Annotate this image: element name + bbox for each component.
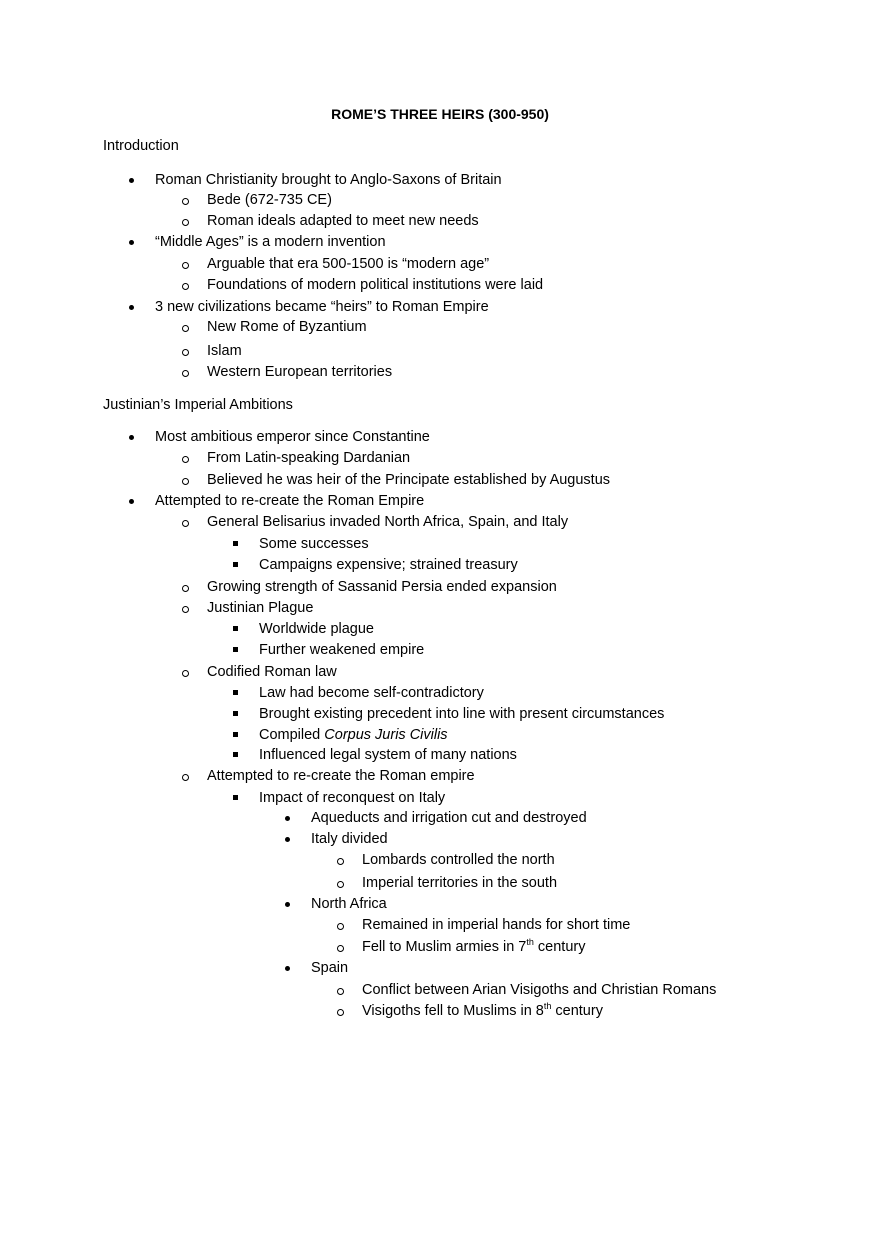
list-item: Campaigns expensive; strained treasury bbox=[259, 557, 518, 573]
bullet-circle bbox=[182, 325, 189, 332]
bullet-square bbox=[233, 752, 238, 757]
list-item: Imperial territories in the south bbox=[362, 875, 558, 891]
list-item: From Latin-speaking Dardanian bbox=[207, 450, 411, 466]
bullet-circle bbox=[337, 988, 344, 995]
list-item bbox=[259, 725, 448, 745]
list-item: Brought existing precedent into line with present circumstances bbox=[259, 706, 665, 722]
bullet-circle bbox=[182, 349, 189, 356]
bullet-disc bbox=[285, 966, 290, 971]
bullet-disc bbox=[129, 178, 134, 183]
list-item: General Belisarius invaded North Africa, Spain, and Italy bbox=[207, 514, 569, 530]
list-item bbox=[362, 937, 585, 957]
bullet-circle bbox=[182, 520, 189, 527]
bullet-square bbox=[233, 690, 238, 695]
bullet-circle bbox=[182, 478, 189, 485]
item-text: century bbox=[533, 939, 586, 955]
list-item: New Rome of Byzantium bbox=[207, 319, 367, 335]
item-emphasis: Corpus Juris Civilis bbox=[324, 727, 448, 743]
bullet-disc bbox=[129, 240, 134, 245]
bullet-square bbox=[233, 795, 238, 800]
item-text: Fell to Muslim armies in 7 bbox=[362, 939, 527, 955]
bullet-circle bbox=[337, 858, 344, 865]
list-item: Growing strength of Sassanid Persia ended expansion bbox=[207, 579, 557, 595]
bullet-circle bbox=[337, 881, 344, 888]
bullet-disc bbox=[285, 837, 290, 842]
bullet-square bbox=[233, 732, 238, 737]
bullet-circle bbox=[182, 219, 189, 226]
list-item: North Africa bbox=[311, 896, 387, 912]
list-item: Islam bbox=[207, 343, 242, 359]
bullet-circle bbox=[182, 585, 189, 592]
bullet-square bbox=[233, 562, 238, 567]
list-item: Spain bbox=[311, 960, 349, 976]
list-item: “Middle Ages” is a modern invention bbox=[155, 234, 386, 250]
bullet-square bbox=[233, 541, 238, 546]
list-item: Impact of reconquest on Italy bbox=[259, 790, 446, 806]
list-item: Roman Christianity brought to Anglo-Saxons of Britain bbox=[155, 172, 502, 188]
bullet-circle bbox=[182, 262, 189, 269]
list-item: Justinian Plague bbox=[207, 600, 314, 616]
list-item: Worldwide plague bbox=[259, 621, 374, 637]
list-item: Aqueducts and irrigation cut and destroyed bbox=[311, 810, 587, 826]
item-text: Compiled bbox=[259, 727, 325, 743]
bullet-circle bbox=[182, 774, 189, 781]
bullet-circle bbox=[337, 945, 344, 952]
bullet-disc bbox=[129, 499, 134, 504]
bullet-circle bbox=[182, 283, 189, 290]
list-item: Some successes bbox=[259, 536, 369, 552]
bullet-square bbox=[233, 647, 238, 652]
list-item: Attempted to re-create the Roman empire bbox=[207, 768, 475, 784]
document-title: ROME’S THREE HEIRS (300-950) bbox=[331, 106, 549, 122]
item-text: century bbox=[551, 1003, 603, 1019]
bullet-disc bbox=[285, 816, 290, 821]
list-item: Lombards controlled the north bbox=[362, 852, 555, 868]
list-item: Law had become self-contradictory bbox=[259, 685, 484, 701]
list-item: Foundations of modern political institutions were laid bbox=[207, 277, 544, 293]
item-superscript: th bbox=[526, 937, 534, 948]
bullet-disc bbox=[129, 305, 134, 310]
list-item: Conflict between Arian Visigoths and Christian Romans bbox=[362, 982, 717, 998]
bullet-circle bbox=[337, 923, 344, 930]
bullet-circle bbox=[182, 456, 189, 463]
list-item: Influenced legal system of many nations bbox=[259, 747, 517, 763]
list-item: Remained in imperial hands for short time bbox=[362, 917, 631, 933]
list-item: Attempted to re-create the Roman Empire bbox=[155, 493, 425, 509]
list-item: Codified Roman law bbox=[207, 664, 337, 680]
bullet-circle bbox=[337, 1009, 344, 1016]
section-heading-justinian: Justinian’s Imperial Ambitions bbox=[103, 397, 293, 413]
list-item: Western European territories bbox=[207, 364, 393, 380]
bullet-disc bbox=[129, 435, 134, 440]
item-superscript: th bbox=[543, 1001, 552, 1012]
item-text: Visigoths fell to Muslims in 8 bbox=[362, 1003, 544, 1019]
list-item: Roman ideals adapted to meet new needs bbox=[207, 213, 479, 229]
bullet-circle bbox=[182, 370, 189, 377]
section-heading-introduction: Introduction bbox=[103, 138, 179, 154]
bullet-disc bbox=[285, 902, 290, 907]
list-item bbox=[362, 1001, 603, 1021]
bullet-square bbox=[233, 626, 238, 631]
list-item: Arguable that era 500-1500 is “modern age” bbox=[207, 256, 490, 272]
list-item: Believed he was heir of the Principate established by Augustus bbox=[207, 472, 611, 488]
bullet-circle bbox=[182, 606, 189, 613]
list-item: Further weakened empire bbox=[259, 642, 425, 658]
list-item: Bede (672-735 CE) bbox=[207, 192, 332, 208]
list-item: Italy divided bbox=[311, 831, 388, 847]
bullet-circle bbox=[182, 670, 189, 677]
bullet-square bbox=[233, 711, 238, 716]
list-item: 3 new civilizations became “heirs” to Roman Empire bbox=[155, 299, 489, 315]
bullet-circle bbox=[182, 198, 189, 205]
list-item: Most ambitious emperor since Constantine bbox=[155, 429, 430, 445]
